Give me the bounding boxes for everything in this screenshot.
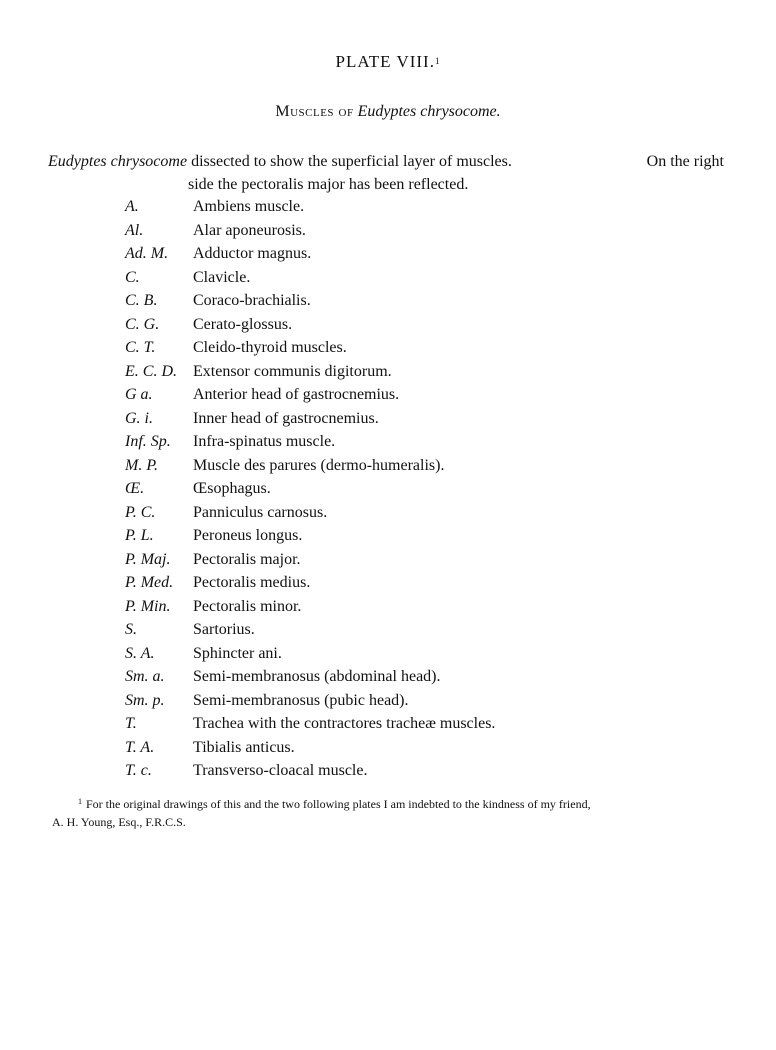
legend-abbreviation: G. i.	[125, 409, 153, 427]
legend-abbreviation: P. Maj.	[125, 550, 171, 568]
legend-item	[125, 219, 685, 243]
legend-abbreviation: Ad. M.	[125, 245, 169, 262]
legend-item	[125, 548, 685, 572]
footnote-marker: 1	[78, 797, 82, 806]
legend-abbreviation: T. c.	[125, 762, 152, 779]
legend-description: Œsophagus.	[193, 480, 271, 497]
legend-abbreviation: S.	[125, 621, 137, 638]
legend-abbreviation: P. Med.	[125, 574, 174, 591]
legend-description: Sartorius.	[193, 621, 255, 638]
legend-abbreviation: M. P.	[125, 456, 159, 474]
legend-item	[125, 501, 685, 525]
legend-item	[125, 242, 685, 266]
legend-description: Clavicle.	[193, 268, 251, 286]
legend-description: Semi-membranosus (abdominal head).	[193, 668, 441, 685]
legend-item	[125, 407, 685, 431]
legend-description: Adductor magnus.	[193, 245, 312, 262]
legend-item	[125, 571, 685, 595]
intro-line-1	[48, 150, 724, 173]
legend-description: Trachea with the contractores tracheæ muscles.	[193, 715, 496, 732]
intro-line-1-end: On the right	[646, 153, 724, 170]
legend-description: Pectoralis minor.	[193, 597, 302, 615]
legend-item	[125, 454, 685, 478]
abbreviation-legend	[125, 195, 685, 783]
legend-item	[125, 336, 685, 360]
legend-description: Coraco-brachialis.	[193, 292, 311, 309]
legend-description: Anterior head of gastrocnemius.	[193, 386, 400, 403]
legend-item	[125, 430, 685, 454]
plate-title-text: PLATE VIII.	[335, 52, 435, 71]
legend-item	[125, 759, 685, 783]
legend-description: Cleido-thyroid muscles.	[193, 339, 347, 356]
subtitle-prefix: Muscles of	[275, 103, 354, 120]
legend-description: Semi-membranosus (pubic head).	[193, 691, 409, 709]
intro-species: Eudyptes chrysocome	[48, 153, 188, 170]
legend-item	[125, 736, 685, 760]
legend-item	[125, 665, 685, 689]
footnote-line-2: A. H. Young, Esq., F.R.C.S.	[52, 815, 186, 829]
legend-abbreviation: A.	[125, 198, 139, 215]
legend-description: Muscle des parures (dermo-humeralis).	[193, 456, 445, 474]
legend-description: Ambiens muscle.	[193, 198, 305, 215]
legend-description: Sphincter ani.	[193, 644, 282, 662]
legend-abbreviation: C. B.	[125, 292, 158, 309]
legend-item	[125, 195, 685, 219]
legend-abbreviation: Al.	[125, 221, 144, 239]
legend-item	[125, 642, 685, 666]
legend-item	[125, 360, 685, 384]
legend-abbreviation: T. A.	[125, 738, 155, 756]
legend-abbreviation: C.	[125, 268, 140, 286]
intro-paragraph	[48, 150, 728, 196]
legend-description: Extensor communis digitorum.	[193, 362, 392, 380]
footnote-line-1	[52, 796, 732, 814]
legend-abbreviation: G a.	[125, 386, 153, 403]
legend-abbreviation: C. G.	[125, 315, 160, 333]
legend-abbreviation: C. T.	[125, 339, 156, 356]
legend-description: Alar aponeurosis.	[193, 221, 306, 239]
legend-abbreviation: Œ.	[125, 480, 145, 497]
legend-abbreviation: P. L.	[125, 527, 154, 544]
legend-description: Infra-spinatus muscle.	[193, 433, 336, 450]
legend-item	[125, 289, 685, 313]
intro-line-1-text: dissected to show the superficial layer of muscles.	[191, 153, 512, 170]
legend-item	[125, 524, 685, 548]
legend-item	[125, 266, 685, 290]
legend-abbreviation: T.	[125, 715, 137, 732]
footnote-text-1: For the original drawings of this and the two following plates I am indebted to the kindness of my friend,	[86, 797, 591, 811]
subtitle-species: Eudyptes chrysocome.	[357, 103, 501, 120]
legend-description: Panniculus carnosus.	[193, 503, 328, 521]
legend-item	[125, 712, 685, 736]
legend-abbreviation: E. C. D.	[125, 362, 177, 380]
legend-description: Cerato-glossus.	[193, 315, 293, 333]
legend-description: Tibialis anticus.	[193, 738, 295, 756]
legend-abbreviation: S. A.	[125, 644, 155, 662]
plate-subtitle	[0, 103, 776, 121]
legend-item	[125, 689, 685, 713]
legend-item	[125, 595, 685, 619]
legend-description: Pectoralis major.	[193, 550, 301, 568]
legend-abbreviation: P. Min.	[125, 597, 171, 615]
legend-description: Transverso-cloacal muscle.	[193, 762, 368, 779]
intro-line-1-main	[48, 150, 512, 173]
legend-item	[125, 313, 685, 337]
legend-abbreviation: Sm. p.	[125, 691, 165, 709]
legend-abbreviation: Sm. a.	[125, 668, 165, 685]
footnote-reference: 1	[434, 56, 441, 66]
plate-title	[0, 52, 776, 72]
legend-item	[125, 383, 685, 407]
legend-description: Peroneus longus.	[193, 527, 303, 544]
footnote	[52, 796, 732, 831]
legend-description: Pectoralis medius.	[193, 574, 311, 591]
legend-item	[125, 618, 685, 642]
legend-abbreviation: Inf. Sp.	[125, 433, 171, 450]
intro-line-2: side the pectoralis major has been reflected.	[188, 176, 469, 193]
legend-item	[125, 477, 685, 501]
legend-description: Inner head of gastrocnemius.	[193, 409, 379, 427]
legend-abbreviation: P. C.	[125, 503, 156, 521]
